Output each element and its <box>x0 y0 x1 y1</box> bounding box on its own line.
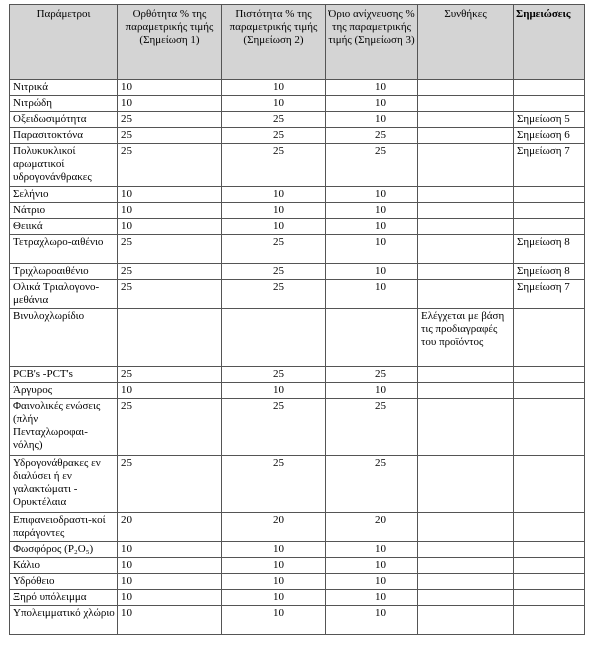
table-row <box>10 513 585 542</box>
limit-value: 10 <box>326 574 418 590</box>
table-row <box>10 558 585 574</box>
notes-value <box>514 96 585 112</box>
header-detection-limit: Όριο ανίχνευσης % της παραμετρικής τιμής (Σημείωση 3) <box>326 5 418 80</box>
param-name: Φαινολικές ενώσεις (πλήν Πενταχλωροφαι-νόλης) <box>10 399 118 456</box>
limit-value: 10 <box>326 542 418 558</box>
conditions-value <box>418 264 514 280</box>
conditions-value <box>418 203 514 219</box>
conditions-value <box>418 558 514 574</box>
accuracy-value: 25 <box>118 280 222 309</box>
conditions-value <box>418 542 514 558</box>
limit-value: 10 <box>326 219 418 235</box>
param-name: Επιφανειοδραστι-κοί παράγοντες <box>10 513 118 542</box>
conditions-value: Ελέγχεται με βάση τις προδιαγραφές του προϊόντος <box>418 309 514 367</box>
conditions-value <box>418 80 514 96</box>
param-name: Ξηρό υπόλειμμα <box>10 590 118 606</box>
table-row <box>10 280 585 309</box>
accuracy-value: 10 <box>118 80 222 96</box>
precision-value: 10 <box>222 590 326 606</box>
parameters-table <box>9 4 585 635</box>
conditions-value <box>418 187 514 203</box>
param-name: Νιτρικά <box>10 80 118 96</box>
precision-value: 10 <box>222 542 326 558</box>
header-precision: Πιστότητα % της παραμετρικής τιμής (Σημείωση 2) <box>222 5 326 80</box>
param-name: Πολυκυκλικοί αρωματικοί υδρογονάνθρακες <box>10 144 118 187</box>
notes-value: Σημείωση 6 <box>514 128 585 144</box>
notes-value <box>514 309 585 367</box>
notes-value <box>514 203 585 219</box>
precision-value: 25 <box>222 128 326 144</box>
table-row <box>10 264 585 280</box>
accuracy-value: 10 <box>118 574 222 590</box>
param-name: Παρασιτοκτόνα <box>10 128 118 144</box>
table-row <box>10 203 585 219</box>
notes-value <box>514 80 585 96</box>
param-name: Ολικά Τριαλογονο-μεθάνια <box>10 280 118 309</box>
param-name: PCB's -PCT's <box>10 367 118 383</box>
precision-value: 10 <box>222 96 326 112</box>
precision-value: 10 <box>222 80 326 96</box>
notes-value <box>514 219 585 235</box>
precision-value: 25 <box>222 399 326 456</box>
accuracy-value: 10 <box>118 558 222 574</box>
precision-value: 10 <box>222 558 326 574</box>
notes-value <box>514 456 585 513</box>
limit-value: 25 <box>326 144 418 187</box>
param-name: Υπολειμματικό χλώριο <box>10 606 118 635</box>
header-parameters: Παράμετροι <box>10 5 118 80</box>
notes-value: Σημείωση 8 <box>514 264 585 280</box>
accuracy-value: 10 <box>118 590 222 606</box>
precision-value: 25 <box>222 264 326 280</box>
precision-value: 10 <box>222 187 326 203</box>
notes-value <box>514 606 585 635</box>
conditions-value <box>418 383 514 399</box>
conditions-value <box>418 399 514 456</box>
precision-value: 25 <box>222 456 326 513</box>
param-name: Υδρογονάθρακες εν διαλύσει ή εν γαλακτώματι - Ορυκτέλαια <box>10 456 118 513</box>
conditions-value <box>418 367 514 383</box>
precision-value: 25 <box>222 144 326 187</box>
accuracy-value: 25 <box>118 264 222 280</box>
precision-value <box>222 309 326 367</box>
header-notes: Σημειώσεις <box>514 5 585 80</box>
accuracy-value: 20 <box>118 513 222 542</box>
limit-value: 25 <box>326 399 418 456</box>
table-row <box>10 219 585 235</box>
limit-value: 25 <box>326 367 418 383</box>
table-row <box>10 574 585 590</box>
limit-value <box>326 309 418 367</box>
notes-value: Σημείωση 7 <box>514 144 585 187</box>
table-row <box>10 235 585 264</box>
param-name: Υδρόθειο <box>10 574 118 590</box>
param-name: Σελήνιο <box>10 187 118 203</box>
limit-value: 10 <box>326 187 418 203</box>
notes-value <box>514 558 585 574</box>
limit-value: 10 <box>326 203 418 219</box>
notes-value <box>514 399 585 456</box>
accuracy-value: 25 <box>118 399 222 456</box>
table-row <box>10 399 585 456</box>
header-conditions: Συνθήκες <box>418 5 514 80</box>
precision-value: 10 <box>222 219 326 235</box>
limit-value: 10 <box>326 80 418 96</box>
limit-value: 25 <box>326 456 418 513</box>
param-name: Νιτρώδη <box>10 96 118 112</box>
param-name: Τριχλωροαιθένιο <box>10 264 118 280</box>
precision-value: 25 <box>222 112 326 128</box>
accuracy-value: 10 <box>118 187 222 203</box>
conditions-value <box>418 112 514 128</box>
precision-value: 25 <box>222 367 326 383</box>
accuracy-value <box>118 309 222 367</box>
accuracy-value: 25 <box>118 456 222 513</box>
limit-value: 20 <box>326 513 418 542</box>
header-accuracy: Ορθότητα % της παραμετρικής τιμής (Σημείωση 1) <box>118 5 222 80</box>
accuracy-value: 10 <box>118 383 222 399</box>
accuracy-value: 10 <box>118 96 222 112</box>
notes-value: Σημείωση 8 <box>514 235 585 264</box>
table-row <box>10 187 585 203</box>
limit-value: 10 <box>326 112 418 128</box>
accuracy-value: 25 <box>118 112 222 128</box>
limit-value: 10 <box>326 590 418 606</box>
table-row <box>10 144 585 187</box>
table-row <box>10 309 585 367</box>
param-name: Οξειδωσιμότητα <box>10 112 118 128</box>
table-row <box>10 96 585 112</box>
notes-value <box>514 542 585 558</box>
notes-value <box>514 187 585 203</box>
precision-value: 25 <box>222 235 326 264</box>
conditions-value <box>418 606 514 635</box>
precision-value: 10 <box>222 203 326 219</box>
param-name: Κάλιο <box>10 558 118 574</box>
precision-value: 20 <box>222 513 326 542</box>
table-row <box>10 606 585 635</box>
limit-value: 10 <box>326 264 418 280</box>
notes-value <box>514 383 585 399</box>
accuracy-value: 10 <box>118 606 222 635</box>
precision-value: 10 <box>222 574 326 590</box>
accuracy-value: 10 <box>118 203 222 219</box>
limit-value: 10 <box>326 606 418 635</box>
table-row <box>10 367 585 383</box>
param-name: Φωσφόρος (P₂O₅) <box>10 542 118 558</box>
conditions-value <box>418 590 514 606</box>
limit-value: 10 <box>326 280 418 309</box>
param-name: Τετραχλωρο-αιθένιο <box>10 235 118 264</box>
limit-value: 10 <box>326 235 418 264</box>
limit-value: 10 <box>326 96 418 112</box>
conditions-value <box>418 96 514 112</box>
conditions-value <box>418 144 514 187</box>
conditions-value <box>418 574 514 590</box>
precision-value: 10 <box>222 383 326 399</box>
accuracy-value: 10 <box>118 542 222 558</box>
conditions-value <box>418 513 514 542</box>
conditions-value <box>418 235 514 264</box>
conditions-value <box>418 128 514 144</box>
accuracy-value: 25 <box>118 144 222 187</box>
table-row <box>10 383 585 399</box>
limit-value: 10 <box>326 383 418 399</box>
table-row <box>10 542 585 558</box>
table-row <box>10 456 585 513</box>
limit-value: 10 <box>326 558 418 574</box>
accuracy-value: 25 <box>118 235 222 264</box>
conditions-value <box>418 280 514 309</box>
notes-value: Σημείωση 7 <box>514 280 585 309</box>
notes-value <box>514 513 585 542</box>
notes-value <box>514 590 585 606</box>
notes-value <box>514 574 585 590</box>
accuracy-value: 25 <box>118 128 222 144</box>
header-row <box>10 5 585 80</box>
notes-value <box>514 367 585 383</box>
param-name: Νάτριο <box>10 203 118 219</box>
accuracy-value: 25 <box>118 367 222 383</box>
conditions-value <box>418 456 514 513</box>
param-name: Άργυρος <box>10 383 118 399</box>
table-row <box>10 112 585 128</box>
precision-value: 25 <box>222 280 326 309</box>
table-row <box>10 80 585 96</box>
accuracy-value: 10 <box>118 219 222 235</box>
param-name: Θειικά <box>10 219 118 235</box>
table-row <box>10 128 585 144</box>
limit-value: 25 <box>326 128 418 144</box>
precision-value: 10 <box>222 606 326 635</box>
param-name: Βινυλοχλωρίδιο <box>10 309 118 367</box>
conditions-value <box>418 219 514 235</box>
notes-value: Σημείωση 5 <box>514 112 585 128</box>
table-row <box>10 590 585 606</box>
